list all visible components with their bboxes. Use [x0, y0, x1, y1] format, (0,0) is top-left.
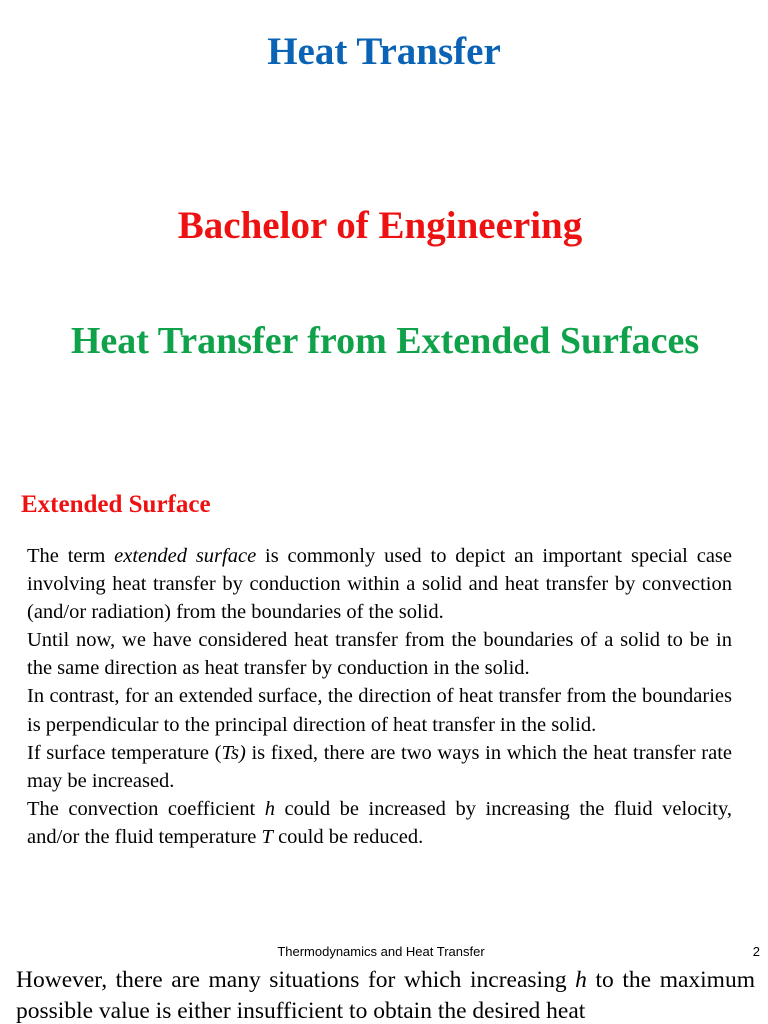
paragraph-5-emphasis-t: T [261, 825, 273, 848]
page-footer [0, 942, 768, 962]
paragraph-4-text-a: If surface temperature ( [27, 741, 222, 764]
paragraph-1-emphasis: extended surface [114, 545, 257, 567]
paragraph-5-emphasis-h: h [264, 797, 275, 820]
page-number: 2 [752, 944, 760, 959]
next-page-text-a: However, there are many situations for which increasing [16, 967, 576, 993]
program-title: Bachelor of Engineering [177, 204, 583, 247]
paragraph-4-emphasis: Ts) [221, 741, 246, 764]
topic-title: Heat Transfer from Extended Surfaces [70, 320, 700, 362]
paragraph-2: Until now, we have considered heat transfer from the boundaries of a solid to be in the same direction as heat transfer by conduction in the solid. [27, 629, 732, 680]
section-body [27, 542, 732, 851]
section-heading: Extended Surface [21, 491, 211, 518]
next-page-emphasis: h [575, 967, 587, 993]
footer-text: Thermodynamics and Heat Transfer [277, 944, 485, 959]
paragraph-3: In contrast, for an extended surface, the direction of heat transfer from the boundaries is perpendicular to the principal direction of heat transfer in the solid. [27, 685, 732, 736]
course-title: Heat Transfer [267, 30, 501, 73]
next-page-text [16, 965, 755, 1024]
next-page-paragraph [16, 965, 755, 1024]
paragraph-5-text-c: could be reduced. [272, 825, 424, 848]
paragraph-4 [27, 739, 732, 795]
paragraph-1-text-b: is commonly used to depict an important special case involving heat transfer by conduction within a solid and heat transfer by convection (and/or radiation) from the boundaries of the solid. [27, 545, 732, 624]
next-page-text-b: to the maximum possible value is either insufficient to obtain the desired heat [16, 967, 755, 1024]
paragraph-5-text-a: The convection coefficient [27, 797, 265, 820]
paragraph-4-text-b: is fixed, there are two ways in which the heat transfer rate may be increased. [27, 741, 732, 792]
paragraph-5 [27, 795, 732, 851]
paragraph-1 [27, 542, 732, 626]
paragraph-5-text-b: could be increased by increasing the fluid velocity, and/or the fluid temperature [27, 797, 733, 848]
paragraph-1-text-a: The term [27, 545, 115, 567]
